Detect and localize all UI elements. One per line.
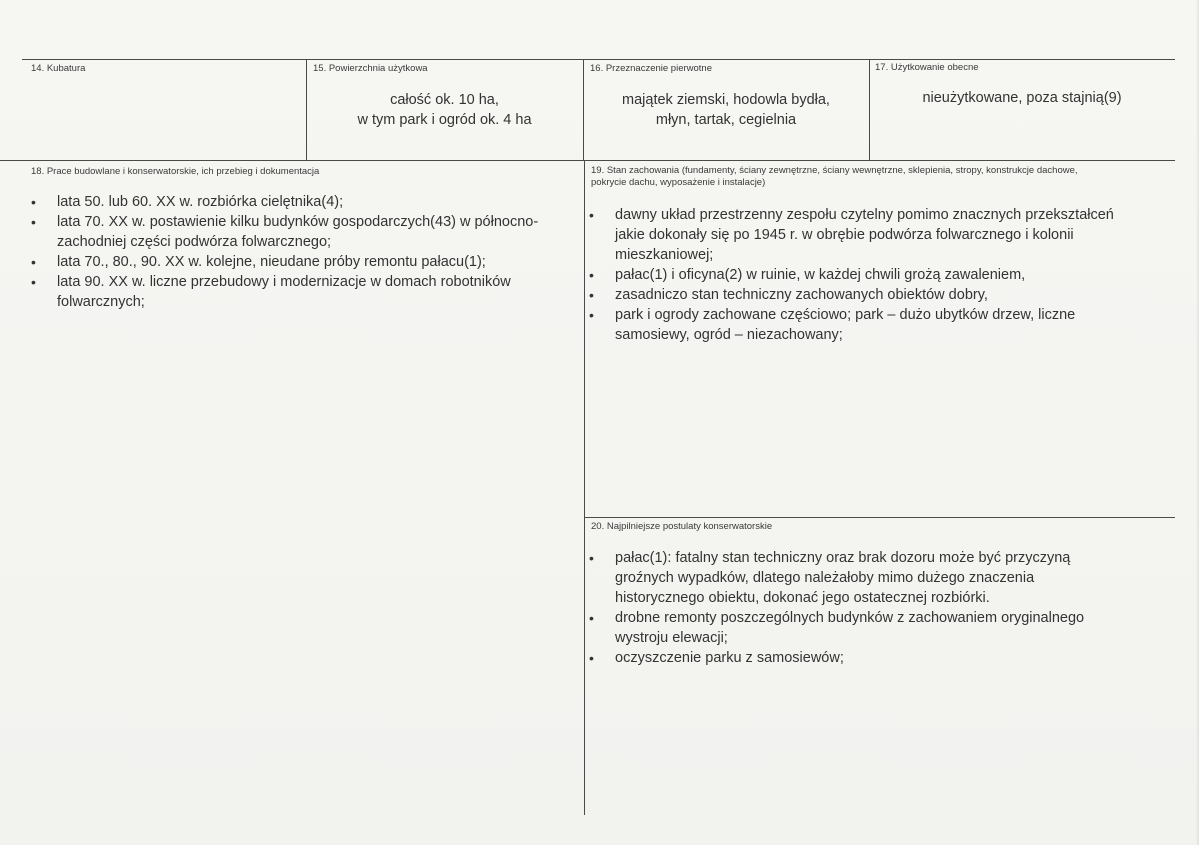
bullet-icon: • [589,207,594,223]
field-16-label: 16. Przeznaczenie pierwotne [590,63,712,74]
field-17-label: 17. Użytkowanie obecne [875,62,979,73]
list-item-text: dawny układ przestrzenny zespołu czytelny pomimo znacznych przekształceń jakie dokonały się po 1945 r. w obrębie podwórza folwarcznego i kolonii mieszkaniowej; [615,207,1114,263]
bullet-icon: • [589,550,594,566]
list-item-text: lata 50. lub 60. XX w. rozbiórka cielętnika(4); [57,194,344,210]
bullet-icon: • [31,194,36,210]
section-19-20-divider [584,517,1175,518]
list-item-text: lata 90. XX w. liczne przebudowy i modernizacje w domach robotników folwarcznych; [57,274,511,310]
field-18-list [27,192,567,312]
field-16-line: młyn, tartak, cegielnia [655,112,797,128]
bullet-icon: • [31,254,36,270]
list-item [27,272,567,312]
bullet-icon: • [589,307,594,323]
field-17-line: nieużytkowane, poza stajnią(9) [922,90,1122,106]
list-item-text: pałac(1): fatalny stan techniczny oraz brak dozoru może być przyczyną groźnych wypadków, dlatego należałoby mimo dużego znaczenia historycznego obiektu, dokonać jego ostatecznej rozbiórki. [615,550,1071,606]
list-item [585,265,1115,285]
list-item [27,252,567,272]
field-15-value [306,90,583,130]
list-item-text: pałac(1) i oficyna(2) w ruinie, w każdej chwili grożą zawaleniem, [615,267,1026,283]
field-20-list [585,548,1125,668]
bullet-icon: • [31,274,36,290]
field-18-label: 18. Prace budowlane i konserwatorskie, ich przebieg i dokumentacja [31,166,320,177]
list-item [585,285,1115,305]
divider-16-17 [869,59,870,161]
list-item [585,648,1125,668]
field-15-label: 15. Powierzchnia użytkowa [313,63,428,74]
list-item-text: lata 70., 80., 90. XX w. kolejne, nieudane próby remontu pałacu(1); [57,254,486,270]
list-item [585,548,1125,608]
list-item [585,305,1115,345]
list-item-text: drobne remonty poszczególnych budynków z zachowaniem oryginalnego wystroju elewacji; [615,610,1085,646]
list-item-text: oczyszczenie parku z samosiewów; [615,650,844,666]
list-item [27,212,567,252]
bullet-icon: • [589,610,594,626]
bullet-icon: • [589,267,594,283]
field-16-value [583,90,869,130]
field-15-line: w tym park i ogród ok. 4 ha [357,112,532,128]
bullet-icon: • [589,287,594,303]
field-19-label: 19. Stan zachowania (fundamenty, ściany zewnętrzne, ściany wewnętrzne, sklepienia, stropy, konstrukcje dachowe, pokrycie dachu, wyposażenie i instalacje) [591,165,1078,188]
field-14-label: 14. Kubatura [31,63,86,74]
header-bottom-rule [0,160,1175,161]
list-item-text: park i ogrody zachowane częściowo; park – dużo ubytków drzew, liczne samosiewy, ogród – niezachowany; [615,307,1076,343]
list-item [585,608,1125,648]
field-15-line: całość ok. 10 ha, [390,92,499,108]
list-item-text: zasadniczo stan techniczny zachowanych obiektów dobry, [615,287,988,303]
top-rule [22,59,1175,60]
field-17-value [869,88,1175,108]
list-item-text: lata 70. XX w. postawienie kilku budynków gospodarczych(43) w północno-zachodniej części podwórza folwarcznego; [57,214,539,250]
field-20-label: 20. Najpilniejsze postulaty konserwatorskie [591,521,773,532]
list-item [27,192,567,212]
bullet-icon: • [589,650,594,666]
field-19-list [585,205,1115,345]
field-16-line: majątek ziemski, hodowla bydła, [622,92,830,108]
list-item [585,205,1115,265]
bullet-icon: • [31,214,36,230]
